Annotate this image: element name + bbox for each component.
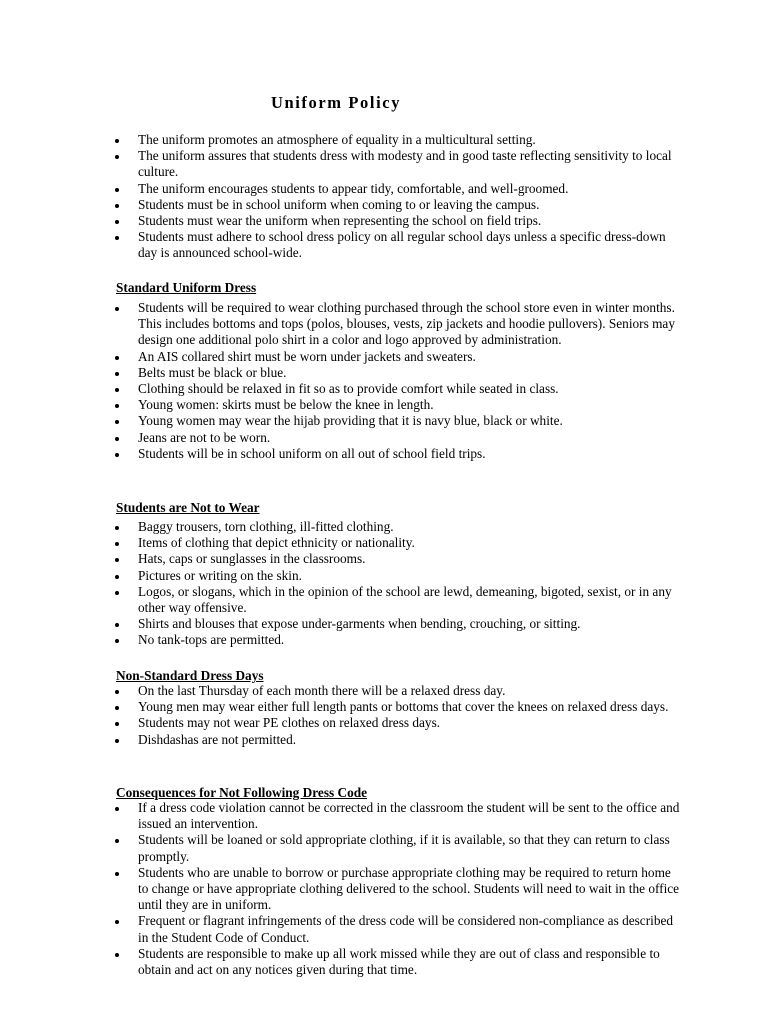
bullet-icon [115,558,119,562]
list-item [115,800,681,832]
list-item [115,430,681,446]
list-item [115,413,681,429]
bullet-icon [115,526,119,530]
heading-consequences: Consequences for Not Following Dress Code [116,785,368,800]
list-item-text: Dishdashas are not permitted. [138,731,297,747]
list-item-text: Baggy trousers, torn clothing, ill-fitted clothing. [138,519,394,534]
list-item [115,584,681,616]
list-item-text: No tank-tops are permitted. [138,632,285,648]
list-item [115,519,681,535]
bullet-icon [115,220,119,224]
list-item [115,365,681,381]
list-item-text: Students may not wear PE clothes on relaxed dress days. [138,715,441,731]
list-item [115,715,683,731]
list-item [115,535,681,551]
bullet-icon [115,872,119,876]
bullet-icon [115,807,119,811]
list-item [115,913,681,945]
list-item-text: Frequent or flagrant infringements of the dress code will be considered non-compliance as described in the Student Code of Conduct. [138,913,674,945]
bullet-icon [115,155,119,159]
list-item [115,381,681,397]
bullet-icon [115,639,119,643]
consequences-list [115,800,681,978]
list-item [115,181,680,197]
bullet-icon [115,739,119,743]
bullet-icon [115,575,119,579]
list-item [115,229,680,261]
heading-non-standard-dress-days: Non-Standard Dress Days [116,668,264,683]
bullet-icon [115,139,119,143]
list-item-text: Pictures or writing on the skin. [138,567,302,583]
list-item-text: The uniform encourages students to appear tidy, comfortable, and well-groomed. [138,180,569,196]
list-item [115,832,681,864]
bullet-icon [115,404,119,408]
bullet-icon [115,388,119,392]
list-item-text: Young women: skirts must be below the knee in length. [138,397,434,413]
list-item-text: Items of clothing that depict ethnicity or nationality. [138,535,415,551]
intro-list [115,132,680,262]
list-item-text: The uniform assures that students dress with modesty and in good taste reflecting sensitivity to local culture. [138,148,672,180]
bullet-icon [115,453,119,457]
bullet-icon [115,591,119,595]
list-item-text: An AIS collared shirt must be worn under jackets and sweaters. [138,348,476,364]
bullet-icon [115,372,119,376]
list-item-text: Clothing should be relaxed in fit so as to provide comfort while seated in class. [138,381,559,397]
list-item [115,213,680,229]
list-item-text: Students will be in school uniform on all out of school field trips. [138,445,486,461]
list-item-text: The uniform promotes an atmosphere of equality in a multicultural setting. [138,132,536,147]
bullet-icon [115,722,119,726]
bullet-icon [115,307,119,311]
list-item [115,865,681,914]
list-item-text: Students will be required to wear clothing purchased through the school store even in winter months. This includes bottoms and tops (polos, blouses, vests, zip jackets and hoodie pullovers). Seniors may design one additional polo shirt in a color and logo approved by administration. [138,300,675,348]
standard-uniform-list [115,300,681,462]
page-title: Uniform Policy [270,93,402,112]
list-item [115,300,681,349]
bullet-icon [115,437,119,441]
bullet-icon [115,623,119,627]
list-item [115,732,683,748]
bullet-icon [115,690,119,694]
list-item-text: Hats, caps or sunglasses in the classrooms. [138,551,366,567]
list-item-text: Jeans are not to be worn. [138,429,271,445]
bullet-icon [115,706,119,710]
list-item [115,446,681,462]
non-standard-list [115,683,683,748]
bullet-icon [115,356,119,360]
list-item [115,632,681,648]
list-item [115,699,683,715]
list-item-text: Students must be in school uniform when coming to or leaving the campus. [138,196,540,212]
heading-standard-uniform-dress: Standard Uniform Dress [116,280,257,295]
list-item [115,148,680,180]
bullet-icon [115,236,119,240]
list-item-text: Students who are unable to borrow or purchase appropriate clothing may be required to return home to change or have appropriate clothing delivered to the school. Students will need to wait in the office until they are in uniform. [138,864,680,913]
list-item [115,616,681,632]
list-item-text: On the last Thursday of each month there will be a relaxed dress day. [138,683,506,698]
bullet-icon [115,204,119,208]
list-item-text: Young women may wear the hijab providing that it is navy blue, black or white. [138,413,563,429]
list-item-text: Students are responsible to make up all work missed while they are out of class and responsible to obtain and act on any notices given during that time. [138,945,660,978]
heading-students-not-to-wear: Students are Not to Wear [116,500,260,515]
list-item [115,397,681,413]
list-item [115,946,681,978]
bullet-icon [115,542,119,546]
list-item-text: Shirts and blouses that expose under-garments when bending, crouching, or sitting. [138,616,581,632]
list-item-text: Young men may wear either full length pants or bottoms that cover the knees on relaxed dress days. [138,699,669,715]
list-item [115,551,681,567]
list-item-text: Students must wear the uniform when representing the school on field trips. [138,213,542,229]
bullet-icon [115,188,119,192]
bullet-icon [115,420,119,424]
list-item [115,197,680,213]
list-item-text: Logos, or slogans, which in the opinion of the school are lewd, demeaning, bigoted, sexist, or in any other way offensive. [138,583,672,616]
list-item [115,568,681,584]
list-item-text: Students must adhere to school dress policy on all regular school days unless a specific dress-down day is announced school-wide. [138,229,666,261]
list-item-text: If a dress code violation cannot be corrected in the classroom the student will be sent to the office and issued an intervention. [138,800,680,832]
bullet-icon [115,953,119,957]
list-item-text: Students will be loaned or sold appropriate clothing, if it is available, so that they can return to class promptly. [138,832,670,864]
list-item [115,349,681,365]
not-to-wear-list [115,519,681,649]
bullet-icon [115,839,119,843]
list-item [115,683,683,699]
bullet-icon [115,920,119,924]
list-item-text: Belts must be black or blue. [138,364,287,380]
list-item [115,132,680,148]
